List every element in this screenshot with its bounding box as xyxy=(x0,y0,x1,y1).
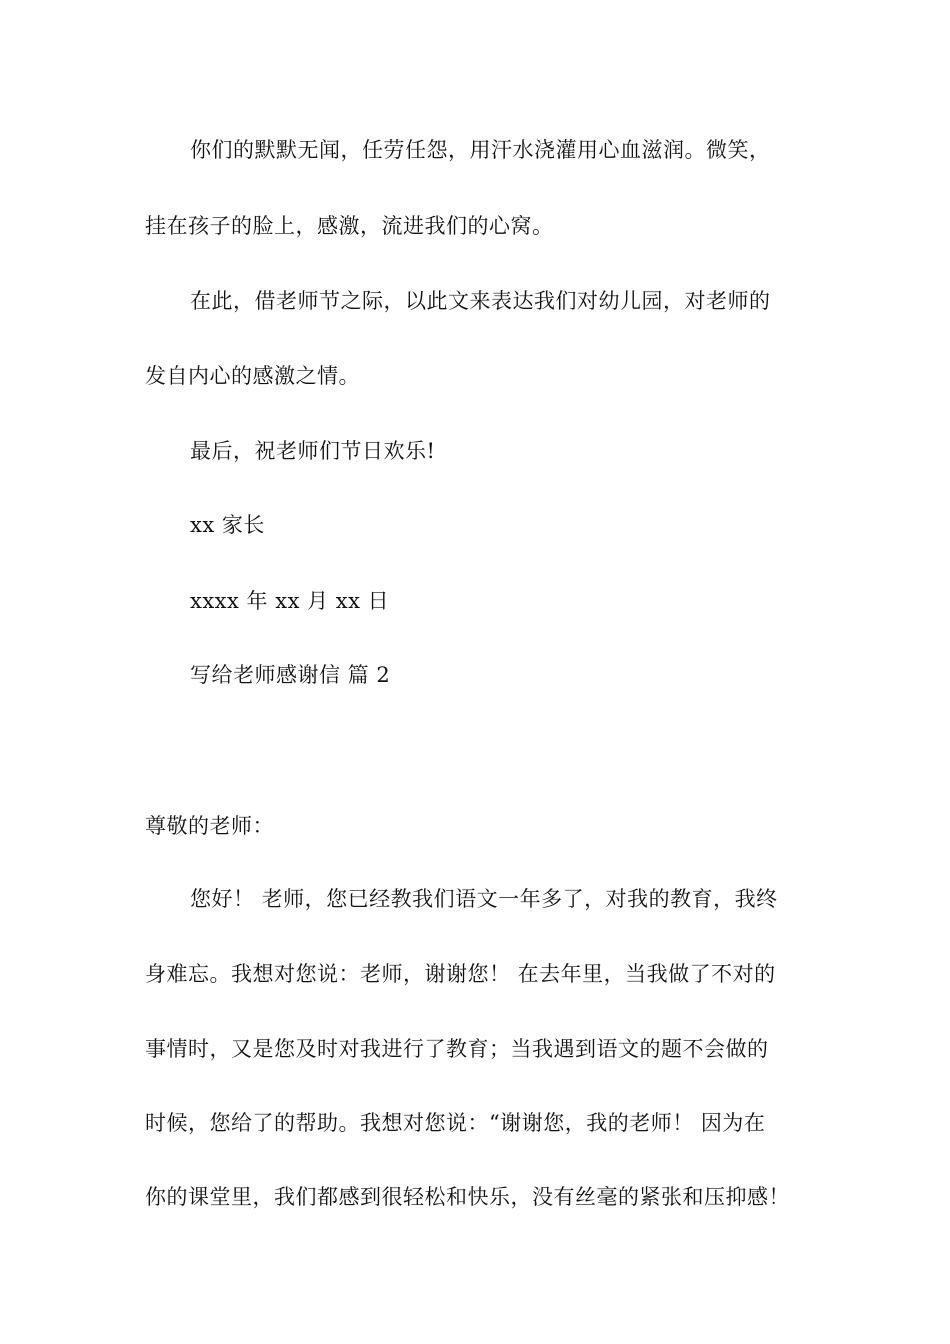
paragraph-line: 你的课堂里，我们都感到很轻松和快乐，没有丝毫的紧张和压抑感！ xyxy=(145,1185,790,1209)
paragraph-line: 在此，借老师节之际，以此文来表达我们对幼儿园，对老师的 xyxy=(190,289,771,313)
section-heading: 写给老师感谢信 篇 2 xyxy=(190,663,391,687)
salutation: 尊敬的老师： xyxy=(145,814,274,838)
paragraph-line: 发自内心的感激之情。 xyxy=(145,364,360,388)
date-line: xxxx 年 xx 月 xx 日 xyxy=(190,589,390,613)
signature: xx 家长 xyxy=(190,513,265,537)
paragraph-line: 您好！ 老师，您已经教我们语文一年多了，对我的教育，我终 xyxy=(190,887,778,911)
paragraph-line: 身难忘。我想对您说：老师，谢谢您！ 在去年里，当我做了不对的 xyxy=(145,962,776,986)
paragraph-line: 你们的默默无闻，任劳任怨，用汗水浇灌用心血滋润。微笑， xyxy=(190,138,771,162)
paragraph-line: 时候，您给了的帮助。我想对您说：“谢谢您，我的老师！ 因为在 xyxy=(145,1111,766,1135)
paragraph-line: 事情时，又是您及时对我进行了教育；当我遇到语文的题不会做的 xyxy=(145,1037,769,1061)
closing-wish: 最后，祝老师们节日欢乐! xyxy=(190,439,436,463)
paragraph-line: 挂在孩子的脸上，感激，流进我们的心窝。 xyxy=(145,214,554,238)
